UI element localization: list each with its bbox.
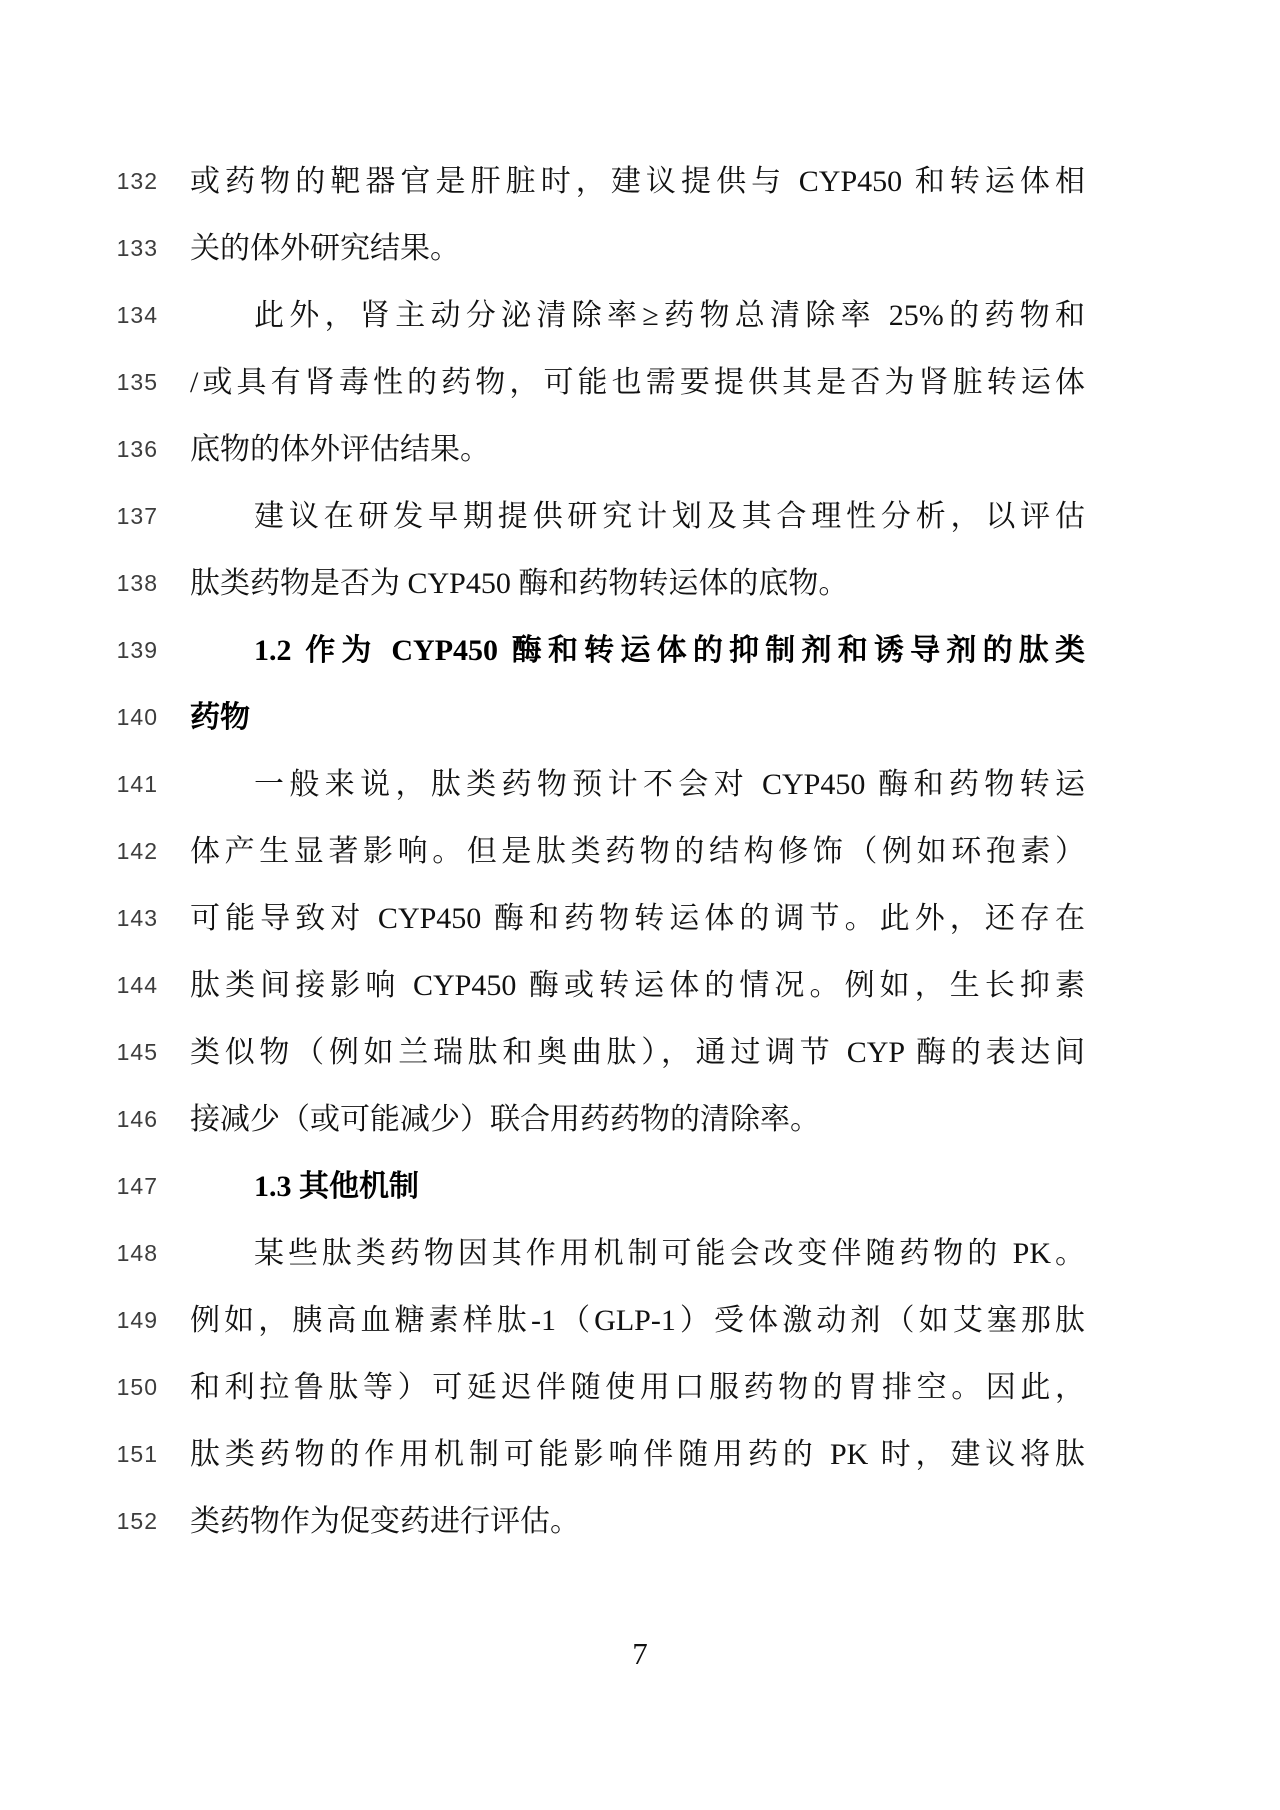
document-line	[0, 1287, 1280, 1354]
line-text: 接减少（或可能减少）联合用药药物的清除率。	[190, 1102, 820, 1136]
line-number: 149	[116, 1307, 158, 1333]
line-text: 肽类药物的作用机制可能影响伴随用药的 PK 时，建议将肽	[190, 1437, 1085, 1471]
line-number: 133	[116, 235, 158, 261]
line-text: /或具有肾毒性的药物，可能也需要提供其是否为肾脏转运体	[190, 365, 1085, 399]
line-number: 150	[116, 1374, 158, 1400]
line-number: 142	[116, 838, 158, 864]
line-number: 148	[116, 1240, 158, 1266]
heading-line-text: 药物	[190, 700, 250, 734]
line-text: 一般来说，肽类药物预计不会对 CYP450 酶和药物转运	[254, 767, 1085, 801]
document-line	[0, 148, 1280, 215]
line-text: 例如，胰高血糖素样肽-1（GLP-1）受体激动剂（如艾塞那肽	[190, 1303, 1085, 1337]
line-number: 134	[116, 302, 158, 328]
line-text: 体产生显著影响。但是肽类药物的结构修饰（例如环孢素）	[190, 834, 1085, 868]
line-number: 147	[116, 1173, 158, 1199]
line-number: 151	[116, 1441, 158, 1467]
line-number: 152	[116, 1508, 158, 1534]
line-number: 140	[116, 704, 158, 730]
line-number: 145	[116, 1039, 158, 1065]
document-line	[0, 952, 1280, 1019]
document-line	[0, 1153, 1280, 1220]
line-text: 肽类药物是否为 CYP450 酶和药物转运体的底物。	[190, 566, 849, 600]
document-line	[0, 751, 1280, 818]
document-line	[0, 349, 1280, 416]
document-line	[0, 282, 1280, 349]
line-number: 136	[116, 436, 158, 462]
line-text: 和利拉鲁肽等）可延迟伴随使用口服药物的胃排空。因此，	[190, 1370, 1085, 1404]
document-line	[0, 617, 1280, 684]
document-line	[0, 1354, 1280, 1421]
line-text: 类药物作为促变药进行评估。	[190, 1504, 580, 1538]
line-text: 关的体外研究结果。	[190, 231, 460, 265]
line-text: 此外，肾主动分泌清除率≥药物总清除率 25%的药物和	[254, 298, 1085, 332]
document-line	[0, 215, 1280, 282]
document-line	[0, 550, 1280, 617]
page-number: 7	[632, 1636, 648, 1671]
line-number: 138	[116, 570, 158, 596]
line-number: 146	[116, 1106, 158, 1132]
document-line	[0, 483, 1280, 550]
line-text: 肽类间接影响 CYP450 酶或转运体的情况。例如，生长抑素	[190, 968, 1085, 1002]
line-number: 144	[116, 972, 158, 998]
document-line	[0, 1220, 1280, 1287]
document-line	[0, 1421, 1280, 1488]
document-line	[0, 416, 1280, 483]
line-number: 135	[116, 369, 158, 395]
document-line	[0, 1086, 1280, 1153]
line-text: 建议在研发早期提供研究计划及其合理性分析，以评估	[254, 499, 1085, 533]
text-block	[0, 148, 1280, 1555]
document-line	[0, 885, 1280, 952]
line-number: 141	[116, 771, 158, 797]
line-text: 或药物的靶器官是肝脏时，建议提供与 CYP450 和转运体相	[190, 164, 1085, 198]
line-number: 132	[116, 168, 158, 194]
document-line	[0, 1019, 1280, 1086]
line-text: 底物的体外评估结果。	[190, 432, 490, 466]
heading-line-text: 1.2 作为 CYP450 酶和转运体的抑制剂和诱导剂的肽类	[254, 633, 1085, 667]
document-line	[0, 684, 1280, 751]
heading-line-text: 1.3 其他机制	[254, 1169, 419, 1203]
line-text: 类似物（例如兰瑞肽和奥曲肽），通过调节 CYP 酶的表达间	[190, 1035, 1085, 1069]
line-number: 143	[116, 905, 158, 931]
document-line	[0, 818, 1280, 885]
line-number: 137	[116, 503, 158, 529]
document-line	[0, 1488, 1280, 1555]
line-text: 可能导致对 CYP450 酶和药物转运体的调节。此外，还存在	[190, 901, 1085, 935]
line-number: 139	[116, 637, 158, 663]
line-text: 某些肽类药物因其作用机制可能会改变伴随药物的 PK。	[254, 1236, 1085, 1270]
